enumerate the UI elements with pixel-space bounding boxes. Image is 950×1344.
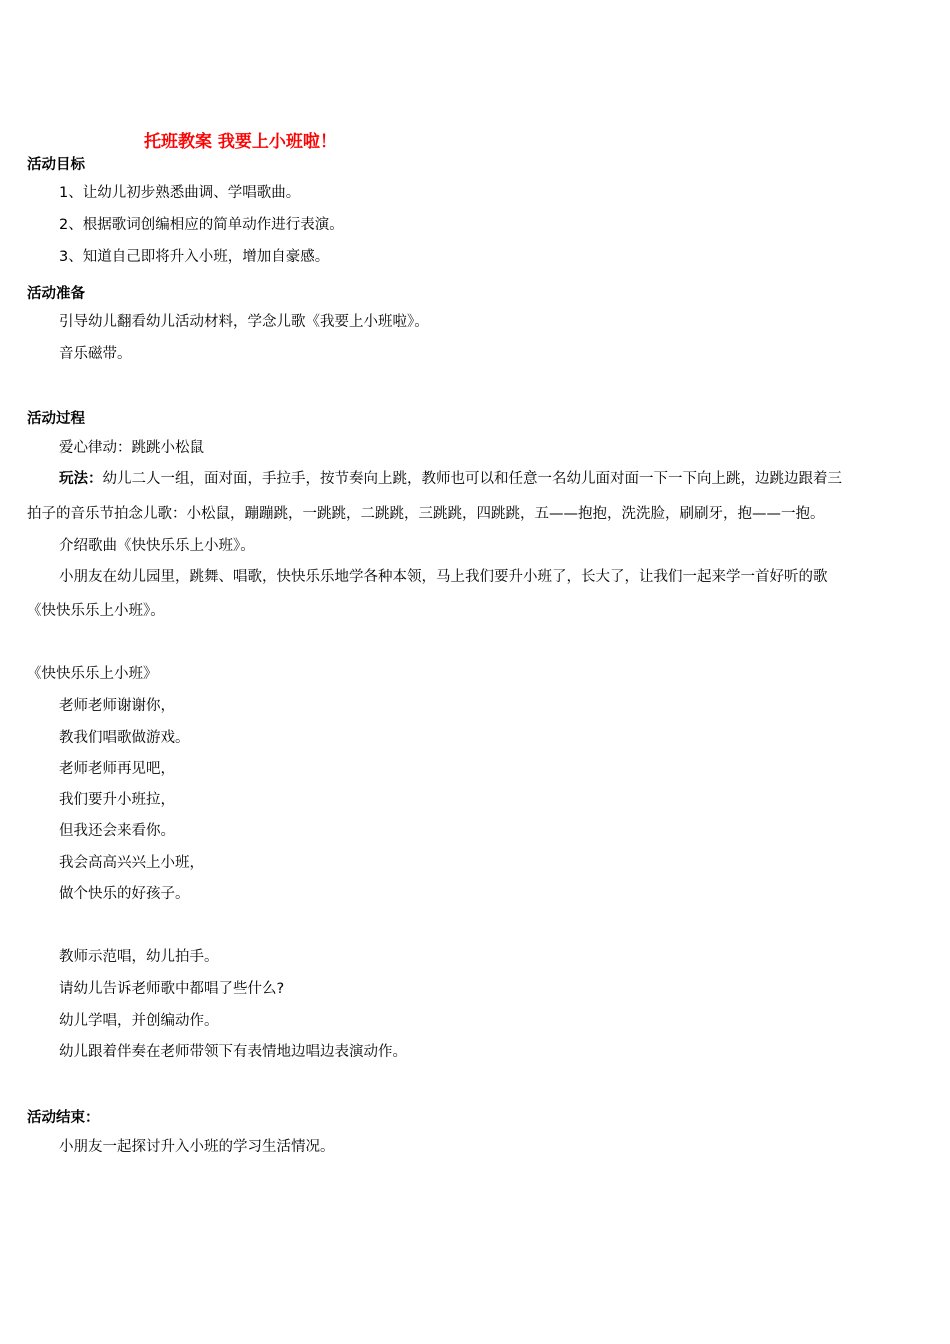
process-intro: 介绍歌曲《快快乐乐上小班》。 <box>59 538 255 554</box>
play-label: 玩法： <box>59 471 103 487</box>
process-story-line-2: 《快快乐乐上小班》。 <box>27 603 165 619</box>
step-item: 幼儿跟着伴奏在老师带领下有表情地边唱边表演动作。 <box>59 1044 407 1060</box>
song-lyric: 老师老师谢谢你， <box>59 698 175 714</box>
process-heading: 活动过程 <box>27 411 85 427</box>
ending-heading: 活动结束： <box>27 1110 100 1126</box>
process-story-line: 小朋友在幼儿园里，跳舞、唱歌，快快乐乐地学各种本领，马上我们要升小班了，长大了，让我们一起来学一首好听的歌 <box>59 569 828 585</box>
song-lyric: 我会高高兴兴上小班， <box>59 855 204 871</box>
page-title: 托班教案 我要上小班啦！ <box>144 132 337 152</box>
prep-item: 音乐磁带。 <box>59 346 132 362</box>
song-lyric: 做个快乐的好孩子。 <box>59 886 190 902</box>
song-lyric: 我们要升小班拉， <box>59 792 175 808</box>
process-play-line <box>59 470 842 488</box>
goal-item: 2、根据歌词创编相应的简单动作进行表演。 <box>59 217 344 233</box>
play-text: 幼儿二人一组，面对面，手拉手，按节奏向上跳，教师也可以和任意一名幼儿面对面一下一下向上跳，边跳边跟着三 <box>102 471 842 487</box>
song-title: 《快快乐乐上小班》 <box>27 666 158 682</box>
ending-text: 小朋友一起探讨升入小班的学习生活情况。 <box>59 1139 335 1155</box>
song-lyric: 老师老师再见吧， <box>59 761 175 777</box>
goal-item: 1、让幼儿初步熟悉曲调、学唱歌曲。 <box>59 185 301 201</box>
step-item: 请幼儿告诉老师歌中都唱了些什么? <box>59 981 285 997</box>
goal-item: 3、知道自己即将升入小班，增加自豪感。 <box>59 249 330 265</box>
step-item: 教师示范唱，幼儿拍手。 <box>59 949 219 965</box>
step-item: 幼儿学唱，并创编动作。 <box>59 1013 219 1029</box>
prep-heading: 活动准备 <box>27 286 85 302</box>
song-lyric: 教我们唱歌做游戏。 <box>59 730 190 746</box>
prep-item: 引导幼儿翻看幼儿活动材料，学念儿歌《我要上小班啦》。 <box>59 314 429 330</box>
song-lyric: 但我还会来看你。 <box>59 823 175 839</box>
process-play-line-2: 拍子的音乐节拍念儿歌：小松鼠，蹦蹦跳，一跳跳，二跳跳，三跳跳，四跳跳，五——抱抱，洗洗脸，刷刷牙，抱——一抱。 <box>27 506 825 522</box>
goals-heading: 活动目标 <box>27 157 85 173</box>
process-warmup: 爱心律动：跳跳小松鼠 <box>59 440 204 456</box>
